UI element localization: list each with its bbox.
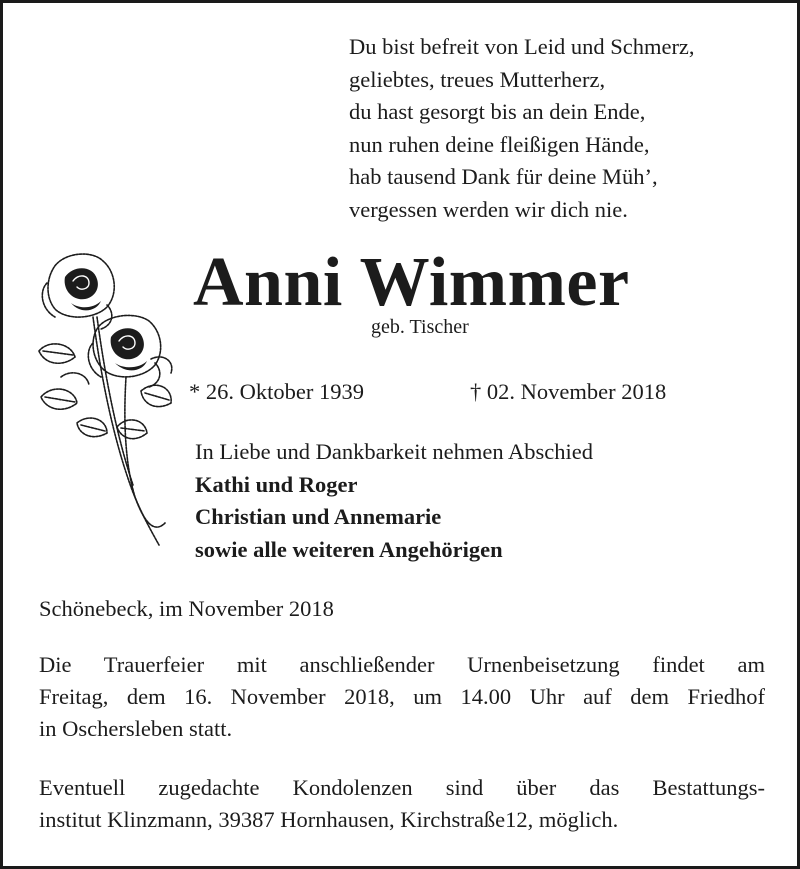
place-and-date: Schönebeck, im November 2018: [39, 596, 334, 621]
funeral-line: Freitag, dem 16. November 2018, um 14.00 Uhr auf dem Friedhof: [39, 684, 765, 709]
poem-line: du hast gesorgt bis an dein Ende,: [349, 99, 646, 124]
poem-line: nun ruhen deine fleißigen Hände,: [349, 131, 650, 157]
maiden-name: geb. Tischer: [371, 316, 469, 338]
poem-line: vergessen werden wir dich nie.: [349, 196, 628, 222]
poem-line: Du bist befreit von Leid und Schmerz,: [349, 34, 695, 59]
funeral-line: in Oschersleben statt.: [39, 716, 233, 741]
mourners-block: [195, 436, 593, 566]
condolences-line: Eventuell zugedachte Kondolenzen sind über das Bestattungs-: [39, 775, 765, 800]
mourner-name: Kathi und Roger: [195, 471, 358, 497]
funeral-line: Die Trauerfeier mit anschließender Urnenbeisetzung findet am: [39, 652, 765, 677]
deceased-name: Anni Wimmer: [193, 244, 630, 321]
death-date: † 02. November 2018: [470, 379, 667, 404]
poem-line: hab tausend Dank für deine Müh’,: [349, 164, 658, 189]
poem-line: geliebtes, treues Mutterherz,: [349, 66, 606, 92]
memorial-poem: [349, 31, 695, 226]
mourner-name: Christian und Annemarie: [195, 504, 442, 529]
mourners-intro: In Liebe und Dankbarkeit nehmen Abschied: [195, 439, 594, 464]
funeral-announcement: [39, 649, 765, 745]
condolences-line: institut Klinzmann, 39387 Hornhausen, Kirchstraße12, möglich.: [39, 807, 619, 832]
birth-date: * 26. Oktober 1939: [189, 379, 364, 404]
condolences-note: [39, 772, 765, 836]
rose-illustration-icon: [31, 247, 181, 553]
mourner-name: sowie alle weiteren Angehörigen: [195, 536, 503, 562]
